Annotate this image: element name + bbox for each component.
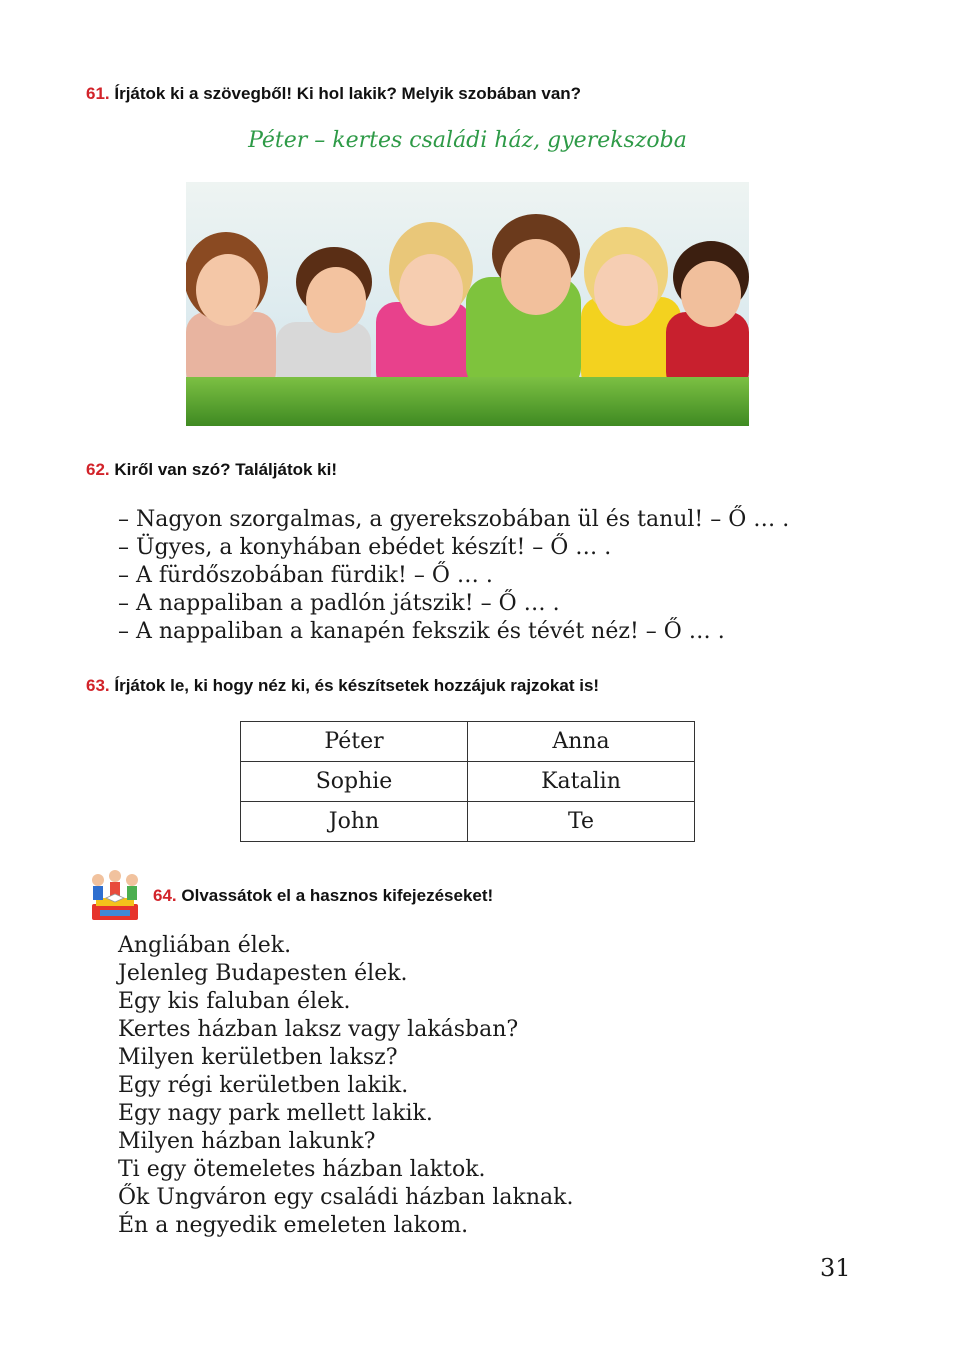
task-64-heading (153, 886, 493, 906)
task-number: 62. (86, 460, 110, 479)
useful-phrases-list (118, 932, 573, 1240)
list-item: Egy nagy park mellett lakik. (118, 1101, 433, 1126)
page-number: 31 (820, 1254, 851, 1282)
task-instruction: Írjátok le, ki hogy néz ki, és készítsetek hozzájuk rajzokat is! (114, 676, 600, 695)
list-item: Egy kis faluban élek. (118, 989, 351, 1014)
task-63-heading (86, 676, 599, 696)
list-item: – A nappaliban a kanapén fekszik és tévét néz! – Ő … . (118, 619, 725, 644)
names-table (240, 721, 695, 842)
task-number: 64. (153, 886, 177, 905)
list-item: Jelenleg Budapesten élek. (118, 961, 408, 986)
table-cell: John (241, 802, 468, 842)
table-cell: Péter (241, 722, 468, 762)
list-item: Milyen házban lakunk? (118, 1129, 376, 1154)
table-cell: Katalin (468, 762, 695, 802)
task-instruction: Olvassátok el a hasznos kifejezéseket! (181, 886, 494, 905)
table-cell: Te (468, 802, 695, 842)
list-item: Egy régi kerületben lakik. (118, 1073, 409, 1098)
task-61-heading (86, 84, 581, 104)
list-item: – A nappaliban a padlón játszik! – Ő … . (118, 591, 560, 616)
list-item: Milyen kerületben laksz? (118, 1045, 398, 1070)
children-lying-on-grass-photo (186, 182, 749, 426)
table-row (241, 802, 695, 842)
task-62-sentences (118, 506, 789, 646)
list-item: – Ügyes, a konyhában ebédet készít! – Ő … . (118, 535, 612, 560)
list-item: Angliában élek. (118, 933, 292, 958)
table-cell: Anna (468, 722, 695, 762)
table-cell: Sophie (241, 762, 468, 802)
task-62-heading (86, 460, 337, 480)
task-number: 63. (86, 676, 110, 695)
task-number: 61. (86, 84, 110, 103)
list-item: – Nagyon szorgalmas, a gyerekszobában ül és tanul! – Ő … . (118, 507, 790, 532)
example-answer: Péter – kertes családi ház, gyerekszoba (248, 128, 687, 153)
table-row (241, 722, 695, 762)
list-item: Kertes házban laksz vagy lakásban? (118, 1017, 519, 1042)
list-item: Én a negyedik emeleten lakom. (118, 1213, 469, 1238)
table-row (241, 762, 695, 802)
task-instruction: Kiről van szó? Találjátok ki! (114, 460, 338, 479)
list-item: Ők Ungváron egy családi házban laknak. (118, 1185, 574, 1210)
task-instruction: Írjátok ki a szövegből! Ki hol lakik? Melyik szobában van? (114, 84, 582, 103)
children-reading-icon (86, 868, 144, 926)
list-item: – A fürdőszobában fürdik! – Ő … . (118, 563, 493, 588)
list-item: Ti egy ötemeletes házban laktok. (118, 1157, 486, 1182)
